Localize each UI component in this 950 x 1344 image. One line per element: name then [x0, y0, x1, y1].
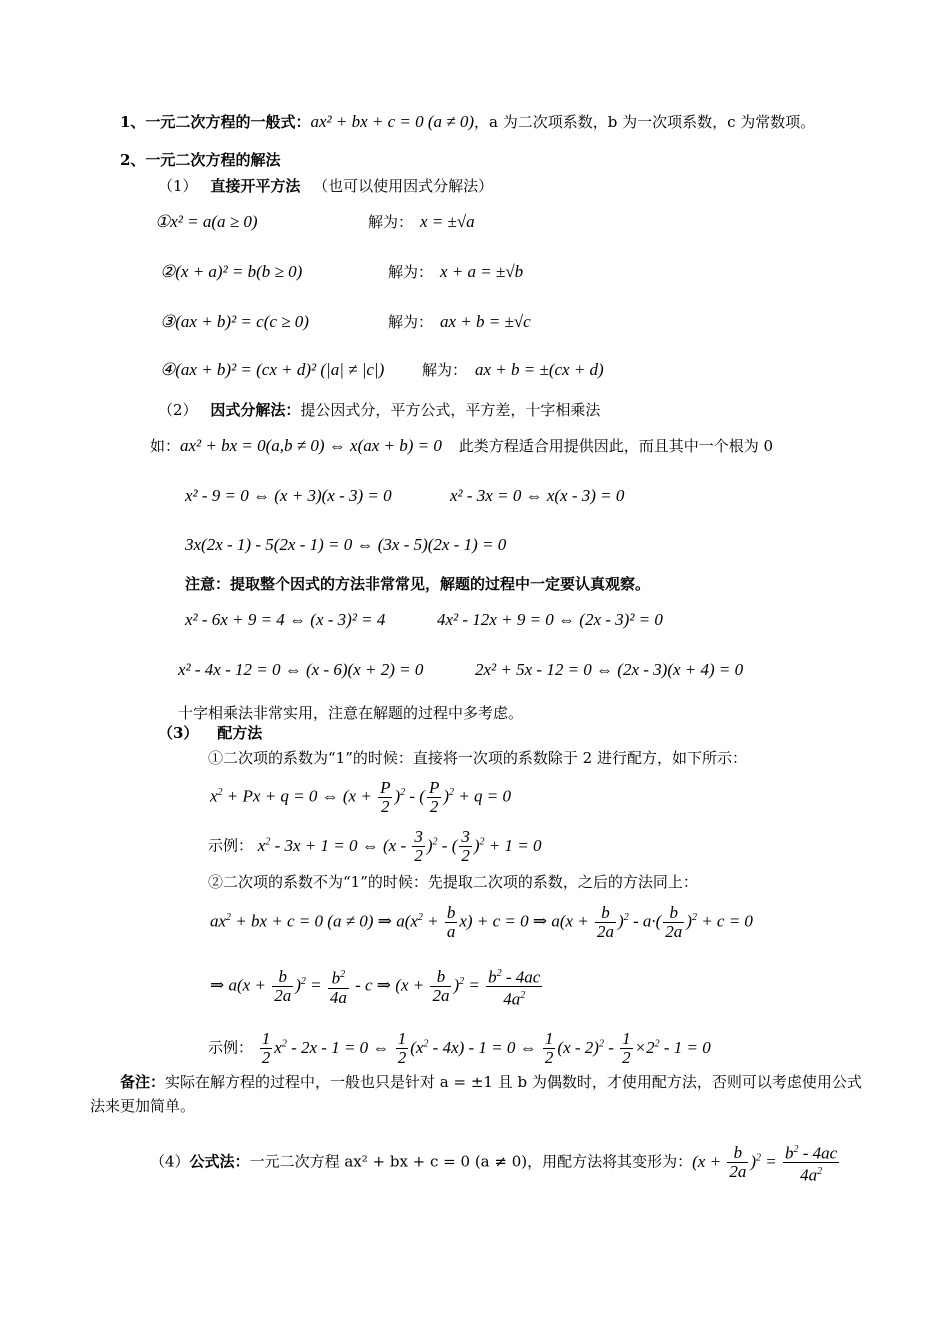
general-completing-square-result: ⇒ a(x + $\frac{b}{2a}$ )$^2$ = $\frac{b^2}{4a}$ - c ⇒ (x + $\frac{b}{2a}$ )$^2$ = $\frac{b^2 - 4ac}{4a^2}$ [210, 960, 544, 1009]
method-1-solution-4: ax + b = ±(cx + d) [475, 360, 604, 379]
method-3-heading [158, 723, 262, 743]
general-completing-square: $ax^2$ + bx + c = 0 (a ≠ 0) ⇒ $a(x^2$ + $\frac{b}{a}$ x) + c = 0 ⇒ a(x + $\frac{b}{2a}$ )$^2$ - a·( $\frac{b}{2a}$ )$^2$ + c = 0 [210, 903, 753, 942]
method-3-case-1: ①二次项的系数为“1”的时候：直接将一次项的系数除于 2 进行配方，如下所示： [208, 749, 747, 767]
method-4-title: 公式法： [189, 1152, 250, 1171]
method-1-title: 直接开平方法 [210, 177, 301, 195]
method-2-example [150, 436, 773, 456]
method-2-number: （2） [158, 401, 198, 419]
example-equation: ax² + bx = 0(a,b ≠ 0) ⇔ x(ax + b) = 0 [180, 436, 442, 455]
method-1-heading [158, 176, 493, 196]
method-3-title: 配方法 [217, 724, 263, 742]
method-4-number: （4） [150, 1152, 190, 1171]
method-2-description: 提公因式分，平方公式，平方差，十字相乘法 [300, 401, 601, 419]
method-1-label-2: 解为： [388, 263, 434, 281]
method-2-heading [158, 400, 600, 420]
factor-equation-g: 2x² + 5x - 12 = 0 ⇔ (2x - 3)(x + 4) = 0 [475, 660, 744, 679]
completing-square-formula: $x^2 + Px + q = 0$ ⇔ (x + $\frac{P}{2}$ )$^2$ - ( $\frac{P}{2}$ )$^2$ + q = 0 [210, 778, 511, 817]
remark [90, 1070, 870, 1118]
method-1-equation-1: ①x² = a(a ≥ 0) [155, 212, 258, 231]
factor-equation-c: 3x(2x - 1) - 5(2x - 1) = 0 ⇔ (3x - 5)(2x - 1) = 0 [185, 535, 507, 554]
method-1-equation-2: ②(x + a)² = b(b ≥ 0) [160, 262, 303, 281]
method-1-label-1: 解为： [368, 213, 414, 231]
method-1-number: （1） [158, 177, 198, 195]
general-form-equation: ax² + bx + c = 0 (a ≠ 0) [310, 112, 475, 131]
section-1 [120, 112, 815, 132]
cross-multiplication-tip: 十字相乘法非常实用，注意在解题的过程中多考虑。 [178, 704, 524, 722]
factor-equation-f: x² - 4x - 12 = 0 ⇔ (x - 6)(x + 2) = 0 [178, 660, 424, 679]
example-description: 此类方程适合用提供因此，而且其中一个根为 0 [458, 437, 774, 455]
completing-square-example-2: 示例： $\frac{1}{2}$ $x^2 - 2x - 1 = 0$ ⇔ $\frac{1}{2}$ $(x^2 - 4x) - 1 = 0$ ⇔ $\frac{1}{2}$ (x - 2)$^2$ - $\frac{1}{2}$ $\times 2^2 - 1 = 0$ [208, 1029, 711, 1068]
method-1-solution-1: x = ±√a [420, 212, 475, 231]
method-4-text: 一元二次方程 ax² + bx + c = 0 (a ≠ 0)，用配方法将其变形为： [249, 1152, 693, 1171]
section-1-title: 1、一元二次方程的一般式： [120, 113, 311, 131]
section-2-title: 2、一元二次方程的解法 [120, 151, 281, 169]
factor-equation-d: x² - 6x + 9 = 4 ⇔ (x - 3)² = 4 [185, 610, 386, 629]
example-2-label: 示例： [208, 1038, 254, 1057]
method-1-note: （也可以使用因式分解法） [313, 177, 494, 195]
general-form-description: ，a 为二次项系数，b 为一次项系数，c 为常数项。 [474, 113, 816, 131]
method-1-equation-4: ④(ax + b)² = (cx + d)² (|a| ≠ |c|) [160, 360, 385, 379]
method-1-solution-3: ax + b = ±√c [440, 312, 531, 331]
factor-note: 注意：提取整个因式的方法非常常见，解题的过程中一定要认真观察。 [185, 575, 651, 593]
factor-equation-b: x² - 3x = 0 ⇔ x(x - 3) = 0 [450, 486, 625, 505]
factor-equation-a: x² - 9 = 0 ⇔ (x + 3)(x - 3) = 0 [185, 486, 392, 505]
example-prefix: 如： [150, 437, 181, 455]
method-3-case-2: ②二次项的系数不为“1”的时候：先提取二次项的系数，之后的方法同上： [208, 873, 698, 891]
method-1-equation-3: ③(ax + b)² = c(c ≥ 0) [160, 312, 309, 331]
method-4: （4）公式法：一元二次方程 ax² + bx + c = 0 (a ≠ 0)，用配方法将其变形为：(x + $\frac{b}{2a}$ )$^2$ = $\frac{b^2 - 4ac}{4a^2}$ [150, 1136, 841, 1185]
method-1-solution-2: x + a = ±√b [440, 262, 524, 281]
completing-square-example-1: 示例： $x^2 - 3x + 1 = 0$ ⇔ (x - $\frac{3}{2}$ )$^2$ - ( $\frac{3}{2}$ )$^2$ + 1 = 0 [208, 827, 542, 866]
remark-label: 备注： [120, 1073, 166, 1091]
method-3-number: （3） [158, 724, 199, 742]
method-1-label-4: 解为： [422, 361, 468, 379]
factor-equation-e: 4x² - 12x + 9 = 0 ⇔ (2x - 3)² = 0 [437, 610, 663, 629]
example-1-label: 示例： [208, 836, 254, 855]
method-2-title: 因式分解法： [210, 401, 301, 419]
method-1-label-3: 解为： [388, 313, 434, 331]
remark-text: 实际在解方程的过程中，一般也只是针对 a = ±1 且 b 为偶数时，才使用配方法，否则可以考虑使用公式法来更加简单。 [90, 1073, 862, 1115]
